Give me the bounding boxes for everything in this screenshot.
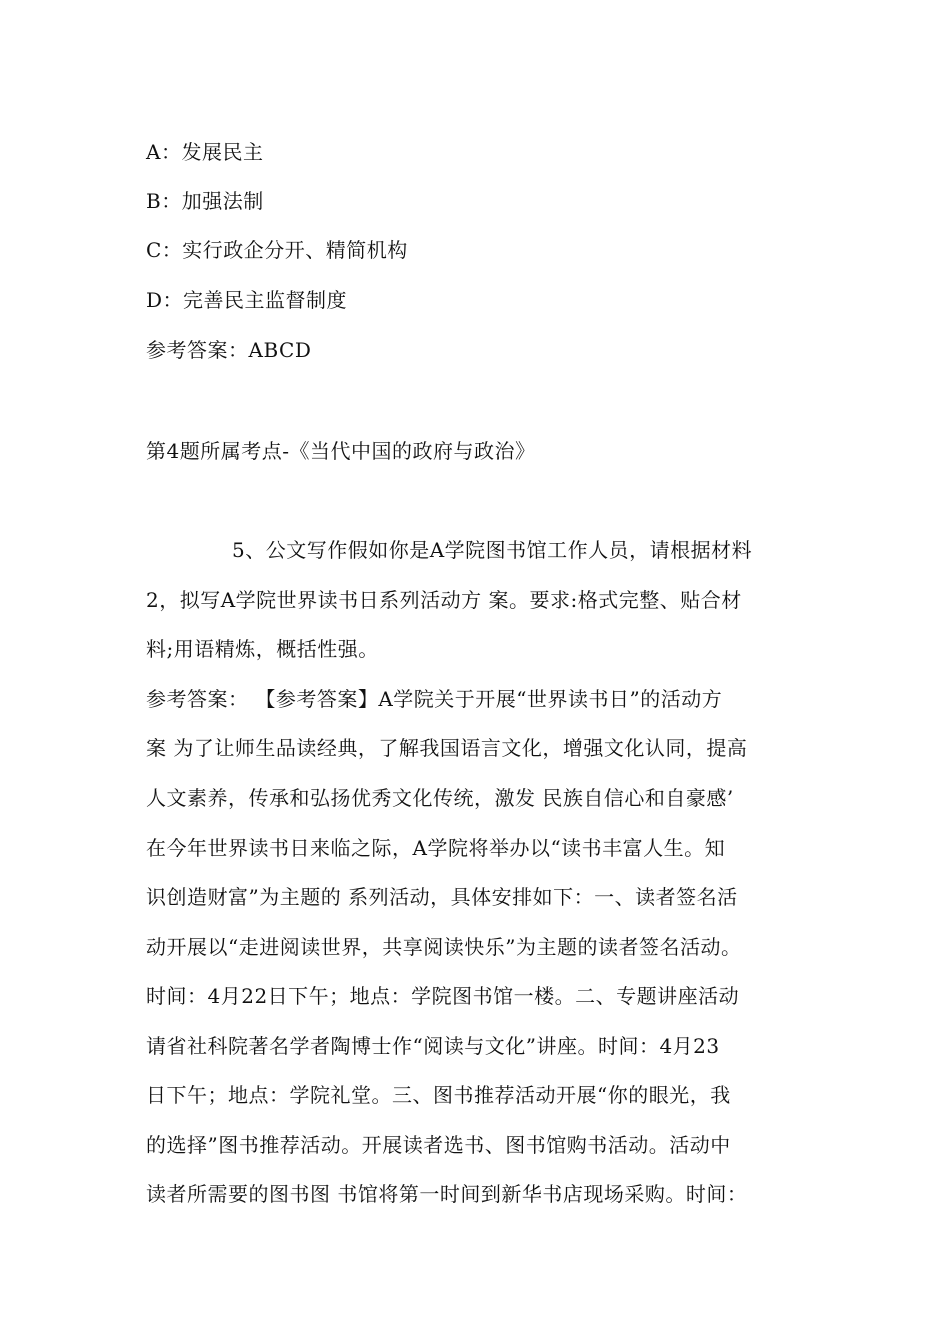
question-text-line: 料;用语精炼，概括性强。 xyxy=(146,637,379,661)
option-a: A：发展民主 xyxy=(146,140,264,164)
answer-text-line: 案 为了让师生品读经典，了解我国语言文化，增强文化认同，提高 xyxy=(146,736,748,760)
topic-note: 第4题所属考点-《当代中国的政府与政治》 xyxy=(146,439,536,463)
answer-text-line: 人文素养，传承和弘扬优秀文化传统，激发 民族自信心和自豪感’ xyxy=(146,786,734,810)
answer-text-line: 时间：4月22日下午；地点：学院图书馆一楼。二、专题讲座活动 xyxy=(146,984,740,1008)
answer-text-line: 识创造财富”为主题的 系列活动，具体安排如下：一、读者签名活 xyxy=(146,885,738,909)
option-b: B：加强法制 xyxy=(146,189,264,213)
option-d: D：完善民主监督制度 xyxy=(146,288,348,312)
answer-text-line: 请省社科院著名学者陶博士作“阅读与文化”讲座。时间：4月23 xyxy=(146,1034,720,1058)
question-text-line: 2，拟写A学院世界读书日系列活动方 案。要求:格式完整、贴合材 xyxy=(146,588,742,612)
answer-text-line: 读者所需要的图书图 书馆将第一时间到新华书店现场采购。时间： xyxy=(146,1182,748,1206)
answer-text-line: 在今年世界读书日来临之际，A学院将举办以“读书丰富人生。知 xyxy=(146,836,726,860)
answer-text-line: 的选择”图书推荐活动。开展读者选书、图书馆购书活动。活动中 xyxy=(146,1133,731,1157)
answer-text-line: 动开展以“走进阅读世界，共享阅读快乐”为主题的读者签名活动。 xyxy=(146,935,742,959)
reference-answer: 参考答案：ABCD xyxy=(146,338,312,362)
answer-text-line: 日下午；地点：学院礼堂。三、图书推荐活动开展“你的眼光，我 xyxy=(146,1083,731,1107)
answer-text-line: 参考答案： 【参考答案】A学院关于开展“世界读书日”的活动方 xyxy=(146,687,723,711)
question-text-line: 5、公文写作假如你是A学院图书馆工作人员，请根据材料 xyxy=(232,538,753,562)
option-c: C：实行政企分开、精简机构 xyxy=(146,238,408,262)
